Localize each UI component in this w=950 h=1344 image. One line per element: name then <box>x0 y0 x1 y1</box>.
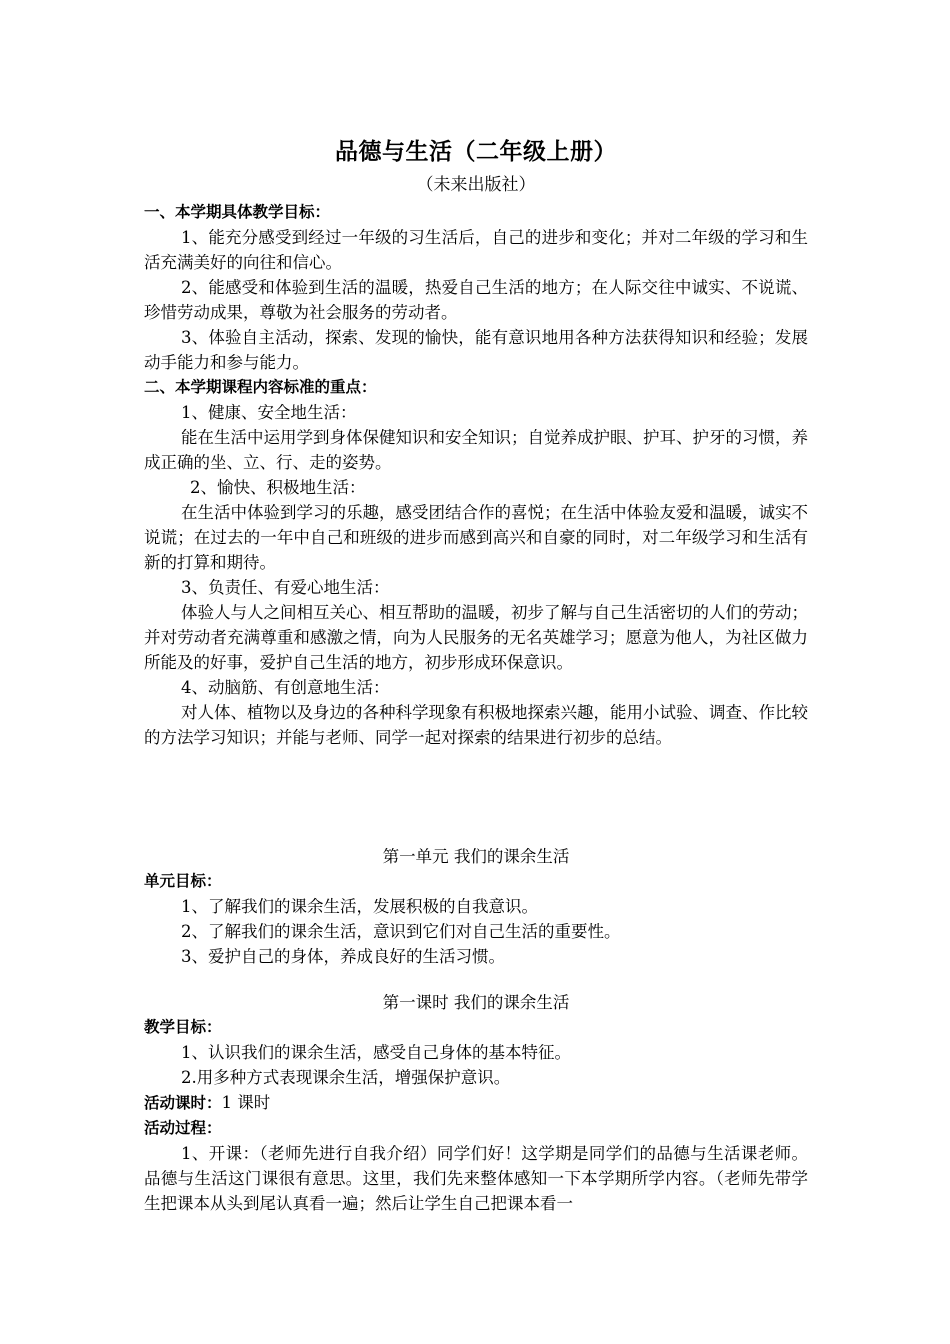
lesson-goal-item: 2.用多种方式表现课余生活，增强保护意识。 <box>181 1068 511 1087</box>
lesson-title: 第一课时 我们的课余生活 <box>382 993 570 1012</box>
unit-goal-item: 3、爱护自己的身体，养成良好的生活习惯。 <box>181 947 505 966</box>
section-heading-goals: 一、本学期具体教学目标： <box>144 203 331 221</box>
lesson-process-label: 活动过程： <box>144 1119 222 1137</box>
unit-goals-label: 单元目标： <box>144 872 222 890</box>
lesson-hours-value: 1 课时 <box>221 1093 271 1112</box>
document-title: 品德与生活（二年级上册） <box>335 138 617 165</box>
topic-body: 对人体、植物以及身边的各种科学现象有积极地探索兴趣，能用小试验、调查、作比较的方法学习知识；并能与老师、同学一起对探索的结果进行初步的总结。 <box>144 703 808 747</box>
lesson-hours-label: 活动课时： <box>144 1094 222 1112</box>
topic-body: 能在生活中运用学到身体保健知识和安全知识；自觉养成护眼、护耳、护牙的习惯，养成正确的坐、立、行、走的姿势。 <box>144 428 808 472</box>
topic-body: 体验人与人之间相互关心、相互帮助的温暖，初步了解与自己生活密切的人们的劳动；并对劳动者充满尊重和感激之情，向为人民服务的无名英雄学习；愿意为他人，为社区做力所能及的好事，爱护自己生活的地方，初步形成环保意识。 <box>144 603 808 672</box>
topic-title: 2、愉快、积极地生活： <box>190 478 366 497</box>
unit-goal-item: 2、了解我们的课余生活，意识到它们对自己生活的重要性。 <box>181 922 621 941</box>
lesson-goals-label: 教学目标： <box>144 1018 222 1036</box>
unit-goal-item: 1、了解我们的课余生活，发展积极的自我意识。 <box>181 897 538 916</box>
unit-title: 第一单元 我们的课余生活 <box>382 847 570 866</box>
topic-title: 1、健康、安全地生活： <box>181 403 357 422</box>
goal-paragraph: 1、能充分感受到经过一年级的习生活后，自己的进步和变化；并对二年级的学习和生活充满美好的向往和信心。 <box>144 228 808 272</box>
section-heading-standards: 二、本学期课程内容标准的重点： <box>144 378 377 396</box>
document-body <box>144 134 808 1216</box>
document-subtitle: （未来出版社） <box>416 175 536 195</box>
topic-title: 3、负责任、有爱心地生活： <box>181 578 390 597</box>
goal-paragraph: 3、体验自主活动，探索、发现的愉快，能有意识地用各种方法获得知识和经验；发展动手能力和参与能力。 <box>144 328 808 372</box>
lesson-goal-item: 1、认识我们的课余生活，感受自己身体的基本特征。 <box>181 1043 571 1062</box>
goal-paragraph: 2、能感受和体验到生活的温暖，热爱自己生活的地方；在人际交往中诚实、不说谎、珍惜劳动成果，尊敬为社会服务的劳动者。 <box>144 278 808 322</box>
blank-space <box>144 750 808 844</box>
lesson-process-text: 1、开课：（老师先进行自我介绍）同学们好！这学期是同学们的品德与生活课老师。品德与生活这门课很有意思。这里，我们先来整体感知一下本学期所学内容。（老师先带学生把课本从头到尾认真看一遍；然后让学生自己把课本看一 <box>144 1144 808 1213</box>
lesson-hours <box>144 1090 808 1116</box>
topic-title: 4、动脑筋、有创意地生活： <box>181 678 390 697</box>
topic-body: 在生活中体验到学习的乐趣，感受团结合作的喜悦；在生活中体验友爱和温暖，诚实不说谎；在过去的一年中自己和班级的进步而感到高兴和自豪的同时，对二年级学习和生活有新的打算和期待。 <box>144 503 808 572</box>
blank-space <box>144 969 808 990</box>
